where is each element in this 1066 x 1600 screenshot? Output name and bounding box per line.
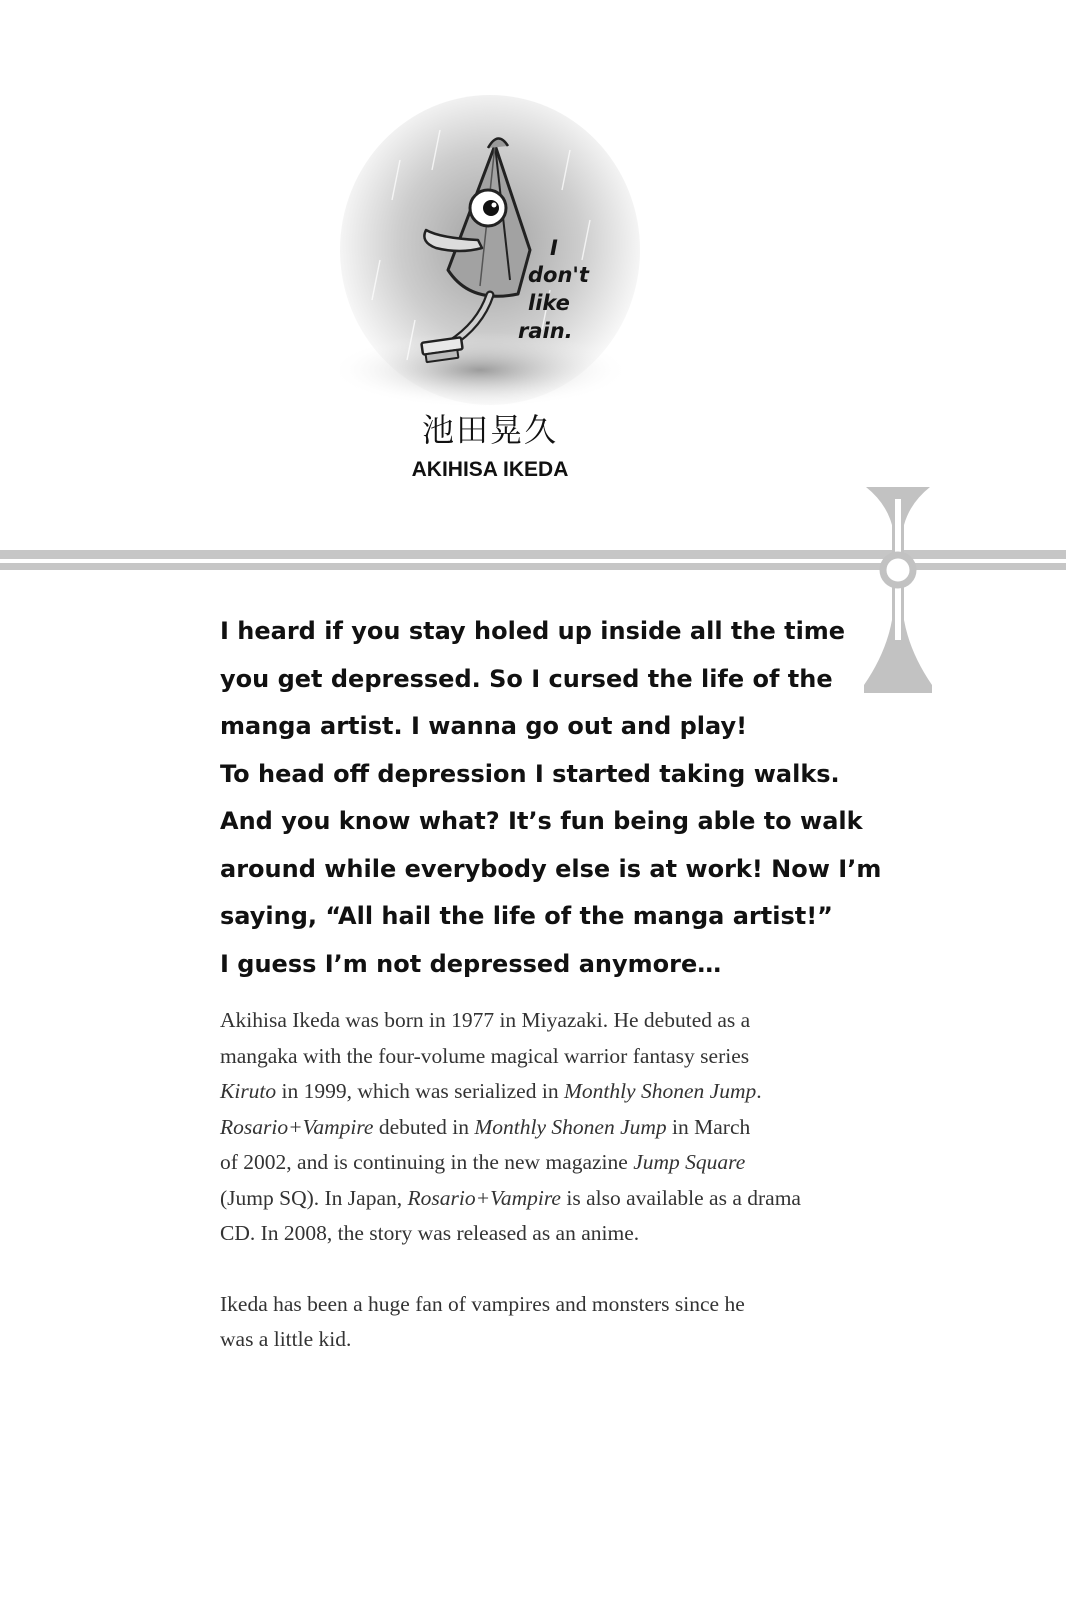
author-name-japanese: 池田晃久 [421,411,558,449]
quote-line: And you know what? It’s fun being able to walk [220,807,863,835]
title-monthly-shonen-jump: Monthly Shonen Jump [563,1079,757,1103]
bio-line: Ikeda has been a huge fan of vampires and monsters since he [220,1291,745,1316]
quote-line: saying, “All hail the life of the manga artist!” [220,902,833,930]
bio-line: Akihisa Ikeda was born in 1977 in Miyazaki. He debuted as a [220,1008,751,1032]
caption-line-4: rain. [518,319,573,343]
bio-paragraph-1 [220,1003,870,1252]
bio-line: Rosario+Vampire debuted in Monthly Shonen Jump in March [220,1114,751,1139]
quote-line: To head off depression I started taking walks. [220,759,840,788]
bio-line: was a little kid. [220,1327,352,1351]
title-rosario-vampire: Rosario+Vampire [220,1114,374,1139]
author-illustration [340,90,640,410]
bio-line: mangaka with the four-volume magical warrior fantasy series [220,1043,750,1068]
title-rosario-vampire: Rosario+Vampire [407,1185,561,1210]
quote-line: I guess I’m not depressed anymore… [220,949,722,978]
quote-line: I heard if you stay holed up inside all the time [220,617,846,645]
quote-line: you get depressed. So I cursed the life of the [220,664,833,693]
quote-line: manga artist. I wanna go out and play! [220,712,748,740]
title-jump-square: Jump Square [633,1150,746,1174]
bio-line: of 2002, and is continuing in the new magazine Jump Square [220,1150,746,1174]
bio-paragraph-2 [220,1287,870,1358]
bio-line: (Jump SQ). In Japan, Rosario+Vampire is also available as a drama [220,1185,801,1210]
caption-line-1: I [550,236,558,260]
author-quote [220,608,882,988]
bio-line: Kiruto in 1999, which was serialized in Monthly Shonen Jump. [220,1079,762,1103]
title-kiruto: Kiruto [220,1079,277,1103]
title-monthly-shonen-jump: Monthly Shonen Jump [474,1114,667,1139]
author-name-english: AKIHISA IKEDA [411,458,569,481]
author-biography [220,1003,870,1358]
decorative-ribbon-icon [862,485,934,695]
quote-line: around while everybody else is at work! Now I’m [220,854,882,883]
caption-line-2: don't [528,263,589,287]
caption-line-3: like [528,291,570,315]
bio-line: CD. In 2008, the story was released as an anime. [220,1221,640,1245]
